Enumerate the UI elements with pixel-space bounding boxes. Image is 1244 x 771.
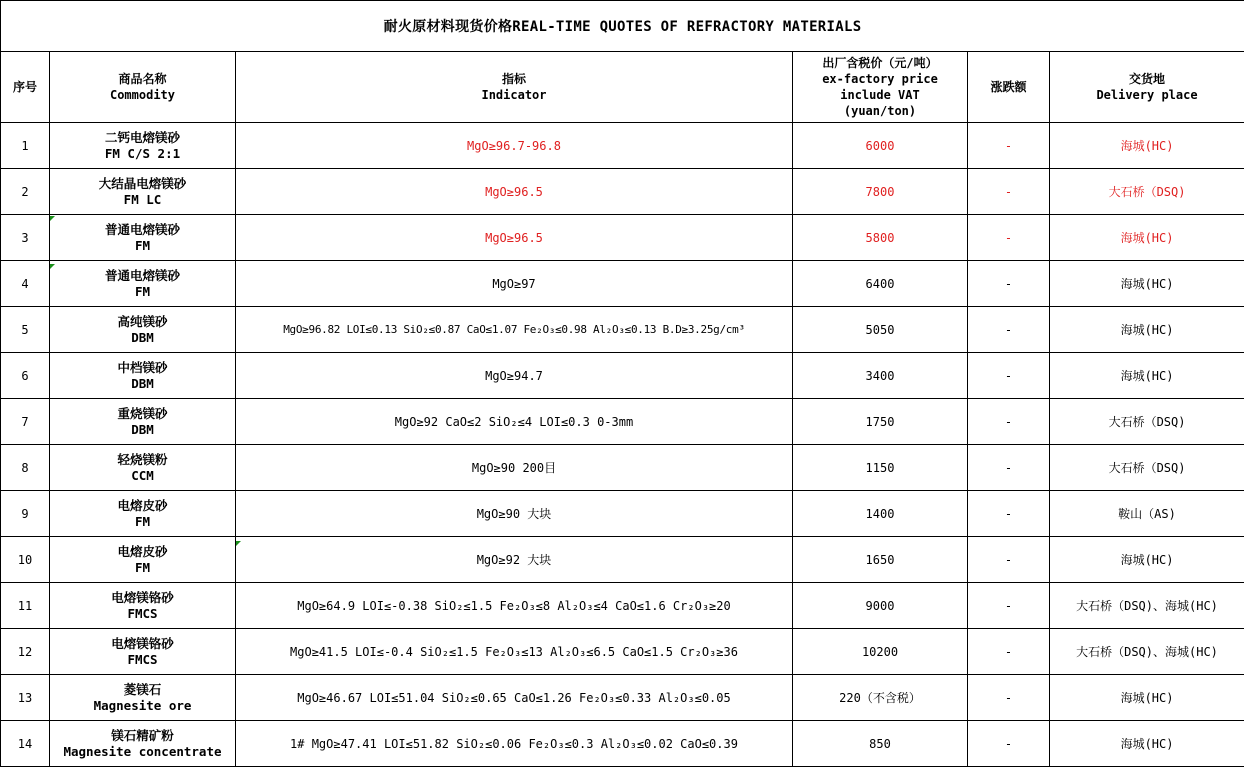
- cell-place[interactable]: 鞍山（AS): [1050, 491, 1244, 537]
- cell-change[interactable]: -: [968, 675, 1050, 721]
- comment-marker-icon: [50, 264, 55, 269]
- cell-change[interactable]: -: [968, 399, 1050, 445]
- commodity-cn: 镁石精矿粉: [111, 727, 174, 743]
- cell-change[interactable]: -: [968, 583, 1050, 629]
- cell-indicator[interactable]: MgO≥41.5 LOI≤-0.4 SiO₂≤1.5 Fe₂O₃≤13 Al₂O₃≤6.5 CaO≤1.5 Cr₂O₃≥36: [236, 629, 793, 675]
- cell-change[interactable]: -: [968, 721, 1050, 767]
- cell-commodity[interactable]: [50, 445, 236, 491]
- cell-no[interactable]: 7: [1, 399, 50, 445]
- cell-no[interactable]: 8: [1, 445, 50, 491]
- cell-no[interactable]: 4: [1, 261, 50, 307]
- cell-place[interactable]: 大石桥（DSQ): [1050, 169, 1244, 215]
- cell-no[interactable]: 10: [1, 537, 50, 583]
- cell-indicator[interactable]: 1# MgO≥47.41 LOI≤51.82 SiO₂≤0.06 Fe₂O₃≤0.3 Al₂O₃≤0.02 CaO≤0.39: [236, 721, 793, 767]
- commodity-cn: 重烧镁砂: [117, 405, 168, 421]
- cell-price[interactable]: 9000: [793, 583, 968, 629]
- cell-no[interactable]: 11: [1, 583, 50, 629]
- cell-change[interactable]: -: [968, 169, 1050, 215]
- table-row: [1, 353, 1244, 399]
- header-price-line4: (yuan/ton): [843, 104, 917, 118]
- table-row: [1, 399, 1244, 445]
- cell-change[interactable]: -: [968, 445, 1050, 491]
- cell-change[interactable]: -: [968, 537, 1050, 583]
- header-place-en: Delivery place: [1096, 88, 1198, 102]
- commodity-en: Magnesite ore: [93, 697, 192, 713]
- cell-place[interactable]: 海城(HC): [1050, 721, 1244, 767]
- cell-commodity[interactable]: [50, 491, 236, 537]
- header-place: [1050, 52, 1244, 123]
- header-place-cn: 交货地: [1129, 72, 1166, 86]
- cell-place[interactable]: 海城(HC): [1050, 123, 1244, 169]
- cell-indicator[interactable]: MgO≥92 大块: [236, 537, 793, 583]
- comment-marker-icon: [236, 541, 241, 546]
- cell-place[interactable]: 海城(HC): [1050, 261, 1244, 307]
- cell-place[interactable]: 海城(HC): [1050, 675, 1244, 721]
- cell-indicator[interactable]: MgO≥46.67 LOI≤51.04 SiO₂≤0.65 CaO≤1.26 Fe₂O₃≤0.33 Al₂O₃≤0.05: [236, 675, 793, 721]
- cell-price[interactable]: 1400: [793, 491, 968, 537]
- table-row: [1, 445, 1244, 491]
- header-no: 序号: [1, 52, 50, 123]
- header-change: 涨跌额: [968, 52, 1050, 123]
- table-row: [1, 261, 1244, 307]
- commodity-en: FM LC: [123, 191, 162, 207]
- cell-price[interactable]: 5800: [793, 215, 968, 261]
- cell-price[interactable]: 3400: [793, 353, 968, 399]
- cell-no[interactable]: 3: [1, 215, 50, 261]
- commodity-cn: 中档镁砂: [117, 359, 168, 375]
- commodity-en: FMCS: [127, 605, 158, 621]
- cell-no[interactable]: 1: [1, 123, 50, 169]
- cell-no[interactable]: 13: [1, 675, 50, 721]
- commodity-cn: 电熔皮砂: [117, 543, 168, 559]
- cell-price[interactable]: 1650: [793, 537, 968, 583]
- commodity-en: FM C/S 2:1: [104, 145, 181, 161]
- cell-no[interactable]: 5: [1, 307, 50, 353]
- header-price: [793, 52, 968, 123]
- cell-change[interactable]: -: [968, 215, 1050, 261]
- cell-price[interactable]: 1150: [793, 445, 968, 491]
- cell-price[interactable]: 7800: [793, 169, 968, 215]
- commodity-en: DBM: [131, 421, 154, 437]
- header-price-line2: ex-factory price: [822, 72, 938, 86]
- header-price-line3: include VAT: [840, 88, 920, 102]
- commodity-en: FM: [134, 513, 151, 529]
- cell-indicator[interactable]: MgO≥90 大块: [236, 491, 793, 537]
- cell-price[interactable]: 1750: [793, 399, 968, 445]
- cell-no[interactable]: 2: [1, 169, 50, 215]
- commodity-cn: 二钙电熔镁砂: [104, 129, 180, 145]
- commodity-en: CCM: [131, 467, 154, 483]
- commodity-en: Magnesite concentrate: [63, 743, 222, 759]
- header-indicator-cn: 指标: [501, 72, 526, 86]
- commodity-en: FM: [134, 237, 151, 253]
- cell-price[interactable]: 5050: [793, 307, 968, 353]
- cell-indicator[interactable]: MgO≥96.82 LOI≤0.13 SiO₂≤0.87 CaO≤1.07 Fe₂O₃≤0.98 Al₂O₃≤0.13 B.D≥3.25g/cm³: [236, 307, 793, 353]
- cell-commodity[interactable]: [50, 123, 236, 169]
- cell-no[interactable]: 6: [1, 353, 50, 399]
- header-price-line1: 出厂含税价（元/吨）: [822, 56, 938, 70]
- commodity-cn: 电熔镁铬砂: [111, 635, 174, 651]
- header-indicator: [236, 52, 793, 123]
- cell-indicator[interactable]: MgO≥64.9 LOI≤-0.38 SiO₂≤1.5 Fe₂O₃≤8 Al₂O₃≤4 CaO≤1.6 Cr₂O₃≥20: [236, 583, 793, 629]
- cell-change[interactable]: -: [968, 353, 1050, 399]
- cell-price[interactable]: 220（不含税）: [793, 675, 968, 721]
- cell-commodity[interactable]: [50, 629, 236, 675]
- cell-place[interactable]: 海城(HC): [1050, 353, 1244, 399]
- commodity-cn: 电熔镁铬砂: [111, 589, 174, 605]
- cell-place[interactable]: 大石桥（DSQ): [1050, 399, 1244, 445]
- table-row: [1, 721, 1244, 767]
- cell-change[interactable]: -: [968, 629, 1050, 675]
- cell-commodity[interactable]: [50, 721, 236, 767]
- cell-price[interactable]: 850: [793, 721, 968, 767]
- cell-change[interactable]: -: [968, 307, 1050, 353]
- commodity-cn: 电熔皮砂: [117, 497, 168, 513]
- cell-commodity[interactable]: [50, 583, 236, 629]
- cell-change[interactable]: -: [968, 261, 1050, 307]
- cell-no[interactable]: 14: [1, 721, 50, 767]
- quotes-body: [1, 123, 1244, 767]
- cell-price[interactable]: 6400: [793, 261, 968, 307]
- commodity-en: DBM: [131, 375, 154, 391]
- header-commodity-cn: 商品名称: [118, 72, 167, 86]
- commodity-cn: 普通电熔镁砂: [104, 267, 180, 283]
- commodity-cn: 高纯镁砂: [117, 313, 168, 329]
- sheet-title: 耐火原材料现货价格REAL-TIME QUOTES OF REFRACTORY MATERIALS: [1, 1, 1244, 52]
- header-commodity-en: Commodity: [109, 88, 176, 102]
- table-row: [1, 169, 1244, 215]
- cell-indicator[interactable]: MgO≥96.5: [236, 169, 793, 215]
- table-row: [1, 629, 1244, 675]
- cell-change[interactable]: -: [968, 491, 1050, 537]
- table-row: [1, 583, 1244, 629]
- cell-price[interactable]: 10200: [793, 629, 968, 675]
- cell-commodity[interactable]: [50, 353, 236, 399]
- commodity-cn: 菱镁石: [123, 681, 162, 697]
- cell-commodity[interactable]: [50, 399, 236, 445]
- cell-commodity[interactable]: [50, 215, 236, 261]
- table-row: [1, 675, 1244, 721]
- cell-commodity[interactable]: [50, 537, 236, 583]
- table-row: [1, 215, 1244, 261]
- cell-no[interactable]: 12: [1, 629, 50, 675]
- cell-place[interactable]: 大石桥（DSQ): [1050, 445, 1244, 491]
- cell-indicator[interactable]: MgO≥96.5: [236, 215, 793, 261]
- comment-marker-icon: [50, 216, 55, 221]
- table-row: [1, 123, 1244, 169]
- cell-place[interactable]: 海城(HC): [1050, 537, 1244, 583]
- cell-indicator[interactable]: MgO≥92 CaO≤2 SiO₂≤4 LOI≤0.3 0-3mm: [236, 399, 793, 445]
- cell-indicator[interactable]: MgO≥90 200目: [236, 445, 793, 491]
- commodity-cn: 普通电熔镁砂: [104, 221, 180, 237]
- cell-commodity[interactable]: [50, 261, 236, 307]
- cell-indicator[interactable]: MgO≥94.7: [236, 353, 793, 399]
- cell-price[interactable]: 6000: [793, 123, 968, 169]
- table-row: [1, 307, 1244, 353]
- cell-indicator[interactable]: MgO≥97: [236, 261, 793, 307]
- table-row: [1, 537, 1244, 583]
- commodity-en: FM: [134, 559, 151, 575]
- cell-no[interactable]: 9: [1, 491, 50, 537]
- cell-commodity[interactable]: [50, 169, 236, 215]
- cell-commodity[interactable]: [50, 675, 236, 721]
- commodity-en: FM: [134, 283, 151, 299]
- header-indicator-en: Indicator: [481, 88, 547, 102]
- commodity-cn: 轻烧镁粉: [117, 451, 168, 467]
- commodity-en: DBM: [131, 329, 154, 345]
- cell-change[interactable]: -: [968, 123, 1050, 169]
- cell-commodity[interactable]: [50, 307, 236, 353]
- cell-place[interactable]: 海城(HC): [1050, 307, 1244, 353]
- table-row: [1, 491, 1244, 537]
- commodity-en: FMCS: [127, 651, 158, 667]
- cell-place[interactable]: 大石桥（DSQ)、海城(HC): [1050, 629, 1244, 675]
- cell-place[interactable]: 大石桥（DSQ)、海城(HC): [1050, 583, 1244, 629]
- header-commodity: [50, 52, 236, 123]
- cell-indicator[interactable]: MgO≥96.7-96.8: [236, 123, 793, 169]
- cell-place[interactable]: 海城(HC): [1050, 215, 1244, 261]
- commodity-cn: 大结晶电熔镁砂: [98, 175, 187, 191]
